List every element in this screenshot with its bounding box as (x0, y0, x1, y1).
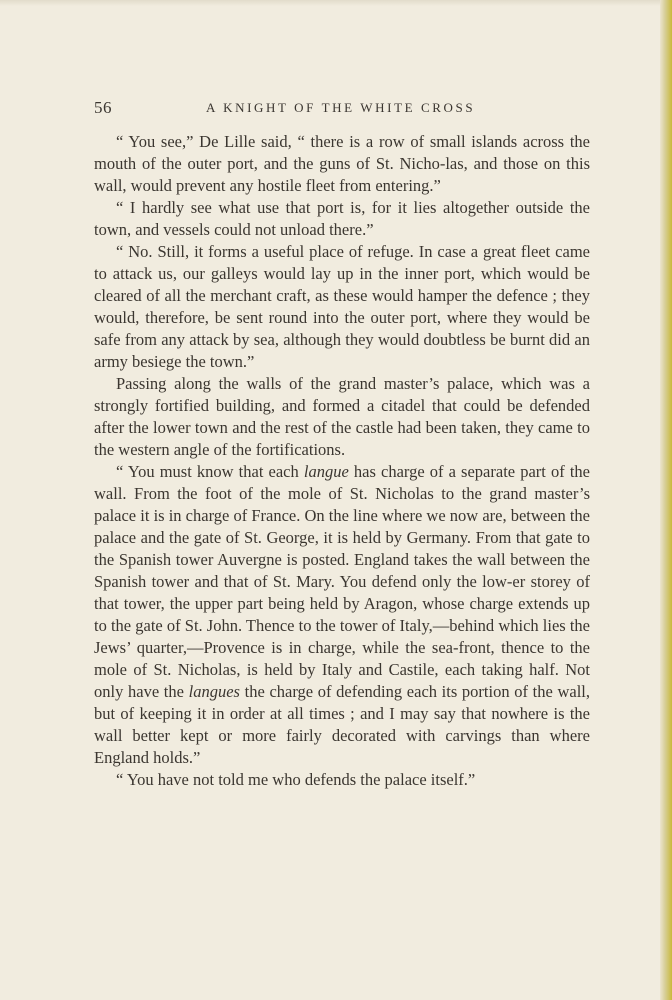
paragraph-4: Passing along the walls of the grand master’s palace, which was a strongly fortified building, and formed a citadel that could be defended after the lower town and the rest of the castle had been taken, they came to the western angle of the fortifications. (94, 374, 590, 459)
page-top-shadow (0, 0, 660, 6)
running-title: A KNIGHT OF THE WHITE CROSS (206, 100, 476, 115)
paragraph-5-part-1: “ You must know that each (116, 462, 304, 481)
page-edge (660, 0, 672, 1000)
running-head (94, 98, 590, 118)
paragraph-5-part-2: has charge of a separate part of the wall. From the foot of the mole of St. Nicholas to the grand master’s palace it is in charge of France. On the line where we now are, between the palace and the gate of St. George, it is held by Germany. From that gate to the Spanish tower Auvergne is posted. England takes the wall between the Spanish tower and that of St. Mary. You defend only the low-er storey of that tower, the upper part being held by Aragon, whose charge extends up to the gate of St. John. Thence to the tower of Italy,—behind which lies the Jews’ quarter,—Provence is in charge, while the sea-front, thence to the mole of St. Nicholas, is held by Italy and Castile, each taking half. Not only have the (94, 462, 590, 701)
body-text (94, 131, 590, 791)
paragraph-2: “ I hardly see what use that port is, for it lies altogether outside the town, and vessels could not unload there.” (94, 198, 590, 239)
paragraph-5-part-3: the charge of defending each its portion of the wall, but of keeping it in order at all times ; and I may say that nowhere is the wall better kept or more fairly decorated with carvings than where England holds.” (94, 682, 590, 767)
italic-langue: langue (303, 462, 349, 481)
paragraph-3: “ No. Still, it forms a useful place of refuge. In case a great fleet came to attack us, our galleys would lay up in the inner port, which would be cleared of all the merchant craft, as these would hamper the defence ; they would, therefore, be sent round into the outer port, where they would be safe from any attack by sea, although they would doubtless be burnt did an army besiege the town.” (94, 242, 590, 371)
paragraph-1: “ You see,” De Lille said, “ there is a row of small islands across the mouth of the outer port, and the guns of St. Nicho-las, and those on this wall, would prevent any hostile fleet from entering.” (94, 132, 590, 195)
paragraph-6: “ You have not told me who defends the palace itself.” (116, 770, 476, 789)
italic-langues: langues (188, 682, 240, 701)
page-number: 56 (94, 98, 112, 117)
paragraph-5 (94, 461, 590, 769)
